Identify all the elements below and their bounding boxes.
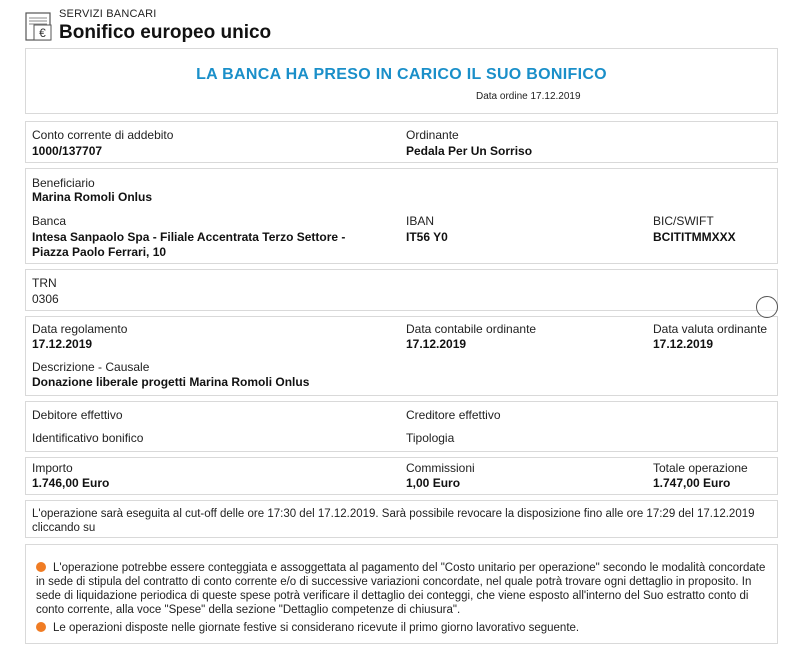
cutoff-section (25, 500, 778, 538)
fees-value: 1,00 Euro (406, 476, 461, 490)
amount-value: 1.746,00 Euro (32, 476, 110, 490)
beneficiary-label: Beneficiario (32, 176, 95, 190)
cutoff-note: L'operazione sarà eseguita al cut-off delle ore 17:30 del 17.12.2019. Sarà possibile revocare la disposizione fino alle ore 17:29 del 17.12.2019 cliccando su (32, 508, 755, 534)
orderer-label: Ordinante (406, 128, 459, 142)
description-label: Descrizione - Causale (32, 360, 150, 374)
beneficiary-value: Marina Romoli Onlus (32, 190, 153, 204)
parties-section (25, 401, 778, 452)
info-section (25, 544, 778, 644)
transfer-id-label: Identificativo bonifico (32, 431, 144, 445)
type-label: Tipologia (406, 431, 455, 445)
bank-value-line2: Piazza Paolo Ferrari, 10 (32, 245, 167, 259)
info-text-costs: L'operazione potrebbe essere conteggiata e assoggettata al pagamento del "Costo unitario per operazione" secondo le modalità concordate in sede di stipula del contratto di conto corrente e/o di successive variazioni concordate, nel quale potrà trovare ogni dettaglio in proposito. In sede di liquidazione periodica di queste spese potrà verificare il dettaglio dei conteggi, che viene esposto all'interno del Suo estratto conto di conto corrente, alla voce "Spese" della sezione "Dettaglio competenze di chiusura". (36, 562, 766, 616)
info-bullet-icon (36, 622, 46, 632)
cursor-ring-icon (756, 296, 778, 318)
bic-label: BIC/SWIFT (653, 214, 714, 228)
value-date-label: Data valuta ordinante (653, 322, 768, 336)
total-label: Totale operazione (653, 461, 748, 475)
bank-label: Banca (32, 214, 67, 228)
fees-label: Commissioni (406, 461, 475, 475)
dates-section (25, 316, 778, 396)
confirmation-banner (25, 48, 778, 114)
total-value: 1.747,00 Euro (653, 476, 731, 490)
bic-value: BCITITMMXXX (653, 230, 736, 244)
settlement-date-label: Data regolamento (32, 322, 128, 336)
confirmation-message: LA BANCA HA PRESO IN CARICO IL SUO BONIFICO (196, 66, 607, 83)
amounts-section (25, 457, 778, 495)
accounting-date-value: 17.12.2019 (406, 337, 467, 351)
trn-label: TRN (32, 276, 57, 290)
order-date: Data ordine 17.12.2019 (476, 91, 581, 102)
debit-account-label: Conto corrente di addebito (32, 128, 174, 142)
effective-creditor-label: Creditore effettivo (406, 408, 501, 422)
iban-value: IT56 Y0 (406, 230, 448, 244)
iban-label: IBAN (406, 214, 435, 228)
settlement-date-value: 17.12.2019 (32, 337, 93, 351)
svg-text:€: € (39, 26, 46, 40)
orderer-value: Pedala Per Un Sorriso (406, 144, 533, 158)
accounts-section (25, 121, 778, 163)
info-item-holidays (36, 621, 766, 635)
info-bullet-icon (36, 562, 46, 572)
effective-debtor-label: Debitore effettivo (32, 408, 123, 422)
info-text-holidays: Le operazioni disposte nelle giornate festive si considerano ricevute il primo giorno lavorativo seguente. (53, 622, 580, 634)
euro-icon (25, 12, 53, 42)
info-item-costs (36, 561, 766, 617)
accounting-date-label: Data contabile ordinante (406, 322, 537, 336)
amount-label: Importo (32, 461, 73, 475)
trn-section (25, 269, 778, 311)
bank-value-line1: Intesa Sanpaolo Spa - Filiale Accentrata Terzo Settore - (32, 230, 346, 244)
value-date-value: 17.12.2019 (653, 337, 714, 351)
page-title: Bonifico europeo unico (59, 22, 272, 43)
section-label: SERVIZI BANCARI (59, 8, 157, 20)
page-header (25, 8, 785, 44)
beneficiary-section (25, 168, 778, 264)
debit-account-value: 1000/137707 (32, 144, 103, 158)
trn-value: 0306 (32, 292, 59, 306)
description-value: Donazione liberale progetti Marina Romoli Onlus (32, 375, 310, 389)
